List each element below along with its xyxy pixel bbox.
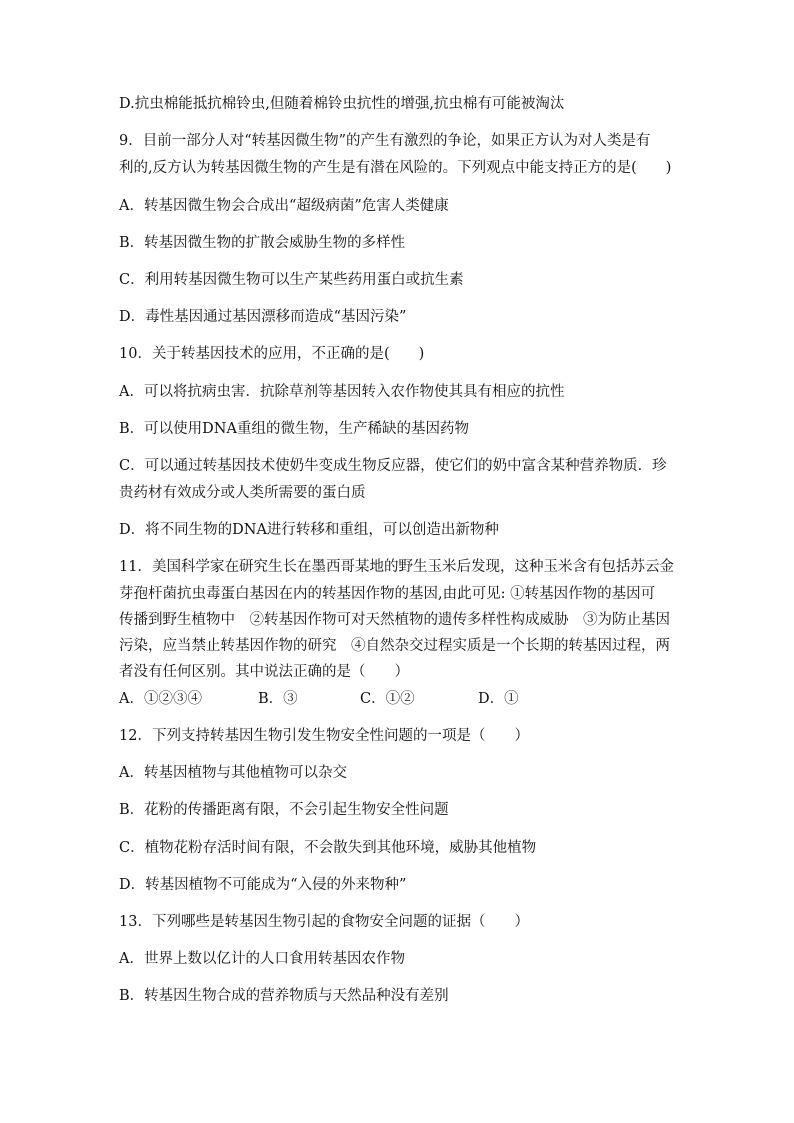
q11-stem-line1: 11．美国科学家在研究生长在墨西哥某地的野生玉米后发现，这种玉米含有包括苏云金 bbox=[119, 559, 674, 575]
q9-stem-line2: 利的,反方认为转基因微生物的产生是有潜在风险的。下列观点中能支持正方的是( ) bbox=[119, 160, 672, 176]
q12-option-a: A．转基因植物与其他植物可以杂交 bbox=[119, 765, 347, 781]
q11-stem-line4: 污染，应当禁止转基因作物的研究 ④自然杂交过程实质是一个长期的转基因过程，两 bbox=[119, 638, 670, 654]
q9-option-c: C．利用转基因微生物可以生产某些药用蛋白或抗生素 bbox=[119, 272, 464, 288]
q13-stem: 13．下列哪些是转基因生物引起的食物安全问题的证据（ ） bbox=[119, 914, 529, 930]
q12-option-c: C．植物花粉存活时间有限，不会散失到其他环境，威胁其他植物 bbox=[119, 840, 537, 856]
q13-option-a: A．世界上数以亿计的人口食用转基因农作物 bbox=[119, 951, 405, 967]
q11-option-a: A．①②③④ bbox=[119, 691, 202, 707]
q11-option-b: B．③ bbox=[258, 691, 298, 707]
q9-stem-line1: 9．目前一部分人对“转基因微生物”的产生有激烈的争论，如果正方认为对人类是有 bbox=[119, 133, 651, 149]
q10-option-c-line2: 贵药材有效成分或人类所需要的蛋白质 bbox=[119, 485, 366, 501]
q10-option-d: D．将不同生物的DNA进行转移和重组，可以创造出新物种 bbox=[119, 522, 499, 538]
q12-option-b: B．花粉的传播距离有限，不会引起生物安全性问题 bbox=[119, 802, 449, 818]
q10-option-a: A．可以将抗病虫害．抗除草剂等基因转入农作物使其具有相应的抗性 bbox=[119, 384, 565, 400]
q11-stem-line2: 芽孢杆菌抗虫毒蛋白基因在内的转基因作物的基因,由此可见: ①转基因作物的基因可 bbox=[119, 586, 656, 602]
q12-option-d: D．转基因植物不可能成为“入侵的外来物种” bbox=[119, 877, 407, 893]
q12-stem: 12．下列支持转基因生物引发生物安全性问题的一项是（ ） bbox=[119, 728, 529, 744]
q11-stem-line3: 传播到野生植物中 ②转基因作物可对天然植物的遗传多样性构成威胁 ③为防止基因 bbox=[119, 612, 670, 628]
q11-option-d: D．① bbox=[478, 691, 519, 707]
q9-option-b: B．转基因微生物的扩散会威胁生物的多样性 bbox=[119, 235, 406, 251]
q8-option-d: D.抗虫棉能抵抗棉铃虫,但随着棉铃虫抗性的增强,抗虫棉有可能被淘汰 bbox=[119, 96, 565, 112]
q11-option-c: C．①② bbox=[360, 691, 415, 707]
q10-option-c-line1: C．可以通过转基因技术使奶牛变成生物反应器，使它们的奶中富含某种营养物质．珍 bbox=[119, 458, 667, 474]
q10-option-b: B．可以使用DNA重组的微生物，生产稀缺的基因药物 bbox=[119, 421, 469, 437]
q9-option-d: D．毒性基因通过基因漂移而造成“基因污染” bbox=[119, 309, 407, 325]
q13-option-b: B．转基因生物合成的营养物质与天然品种没有差别 bbox=[119, 988, 449, 1004]
q11-stem-line5: 者没有任何区别。其中说法正确的是（ ） bbox=[119, 664, 409, 680]
q10-stem: 10．关于转基因技术的应用，不正确的是( ) bbox=[119, 346, 425, 362]
q9-option-a: A．转基因微生物会合成出“超级病菌”危害人类健康 bbox=[119, 198, 449, 214]
